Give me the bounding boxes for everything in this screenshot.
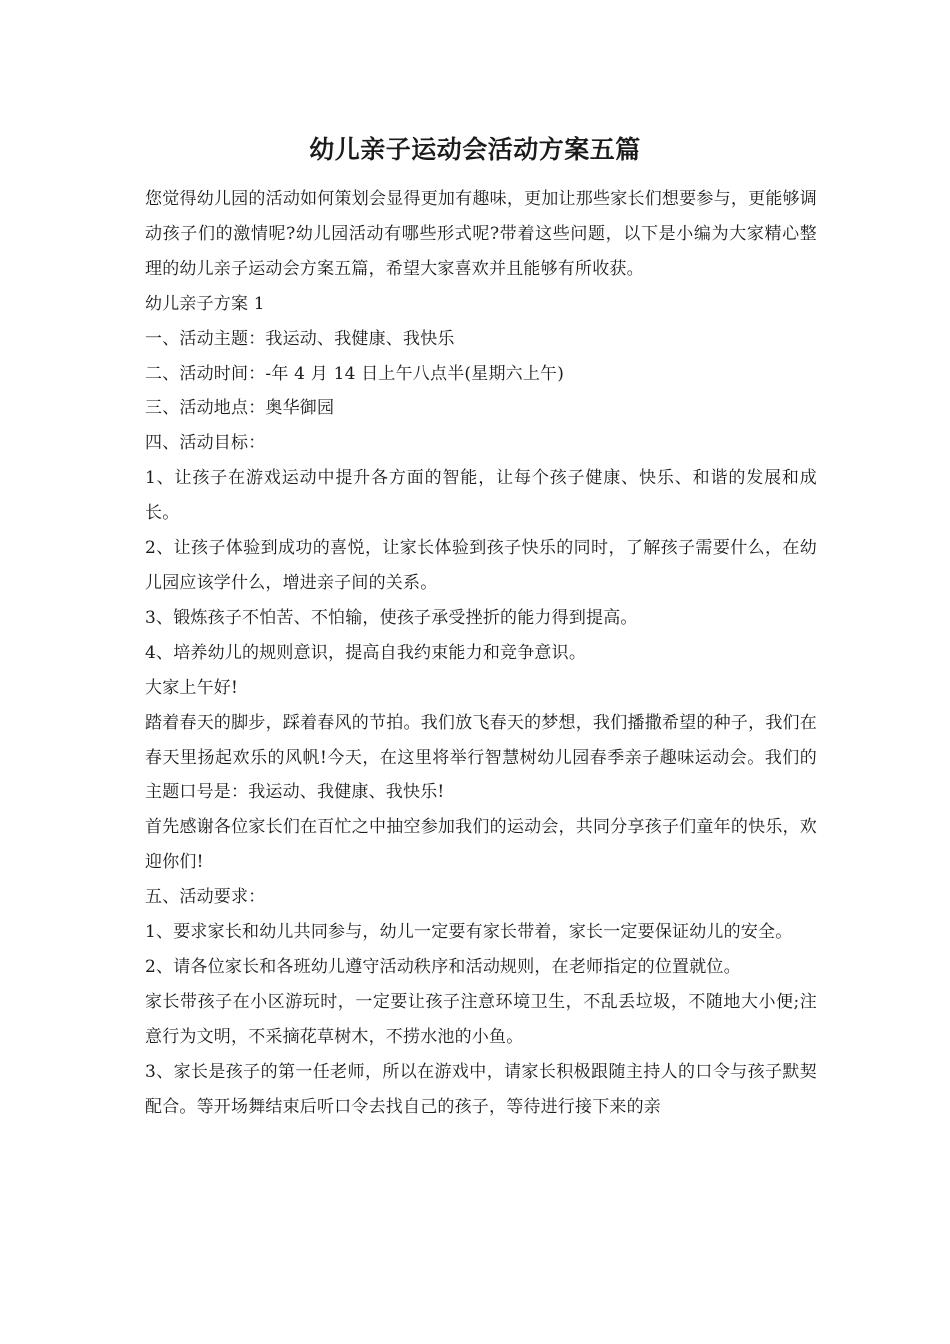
paragraph-requirement-1: 1、要求家长和幼儿共同参与，幼儿一定要有家长带着，家长一定要保证幼儿的安全。 <box>145 922 793 943</box>
paragraph-goals-heading: 四、活动目标： <box>145 433 266 454</box>
paragraph-requirement-3: 3、家长是孩子的第一任老师，所以在游戏中，请家长积极跟随主持人的口令与孩子默契配合。等开场舞结束后听口令去找自己的孩子，等待进行接下来的亲 <box>145 1061 817 1117</box>
paragraph-time: 二、活动时间：-年 4 月 14 日上午八点半(星期六上午) <box>145 363 565 384</box>
paragraph-goal-3: 3、锻炼孩子不怕苦、不怕输，使孩子承受挫折的能力得到提高。 <box>145 607 638 628</box>
paragraph-requirements-heading: 五、活动要求： <box>145 887 266 908</box>
paragraph-intro: 您觉得幼儿园的活动如何策划会显得更加有趣味，更加让那些家长们想要参与，更能够调动孩子们的激情呢?幼儿园活动有哪些形式呢?带着这些问题，以下是小编为大家精心整理的幼儿亲子运动会方案五篇，希望大家喜欢并且能够有所收获。 <box>145 189 817 279</box>
paragraph-location: 三、活动地点：奥华御园 <box>145 398 335 419</box>
paragraph-goal-4: 4、培养幼儿的规则意识，提高自我约束能力和竞争意识。 <box>145 642 587 663</box>
document-body <box>145 182 817 1124</box>
paragraph-community-note: 家长带孩子在小区游玩时，一定要让孩子注意环境卫生，不乱丢垃圾，不随地大小便;注意行为文明，不采摘花草树木，不捞水池的小鱼。 <box>145 991 817 1047</box>
paragraph-thanks: 首先感谢各位家长们在百忙之中抽空参加我们的运动会，共同分享孩子们童年的快乐，欢迎你们! <box>145 817 817 873</box>
paragraph-goal-1: 1、让孩子在游戏运动中提升各方面的智能，让每个孩子健康、快乐、和谐的发展和成长。 <box>145 468 817 524</box>
paragraph-goal-2: 2、让孩子体验到成功的喜悦，让家长体验到孩子快乐的同时，了解孩子需要什么，在幼儿园应该学什么，增进亲子间的关系。 <box>145 538 817 593</box>
paragraph-requirement-2: 2、请各位家长和各班幼儿遵守活动秩序和活动规则，在老师指定的位置就位。 <box>145 956 741 977</box>
paragraph-greeting: 大家上午好! <box>145 677 239 698</box>
paragraph-theme: 一、活动主题：我运动、我健康、我快乐 <box>145 328 455 349</box>
document-title: 幼儿亲子运动会活动方案五篇 <box>309 135 641 164</box>
paragraph-opening-speech: 踏着春天的脚步，踩着春风的节拍。我们放飞春天的梦想，我们播撒希望的种子，我们在春天里扬起欢乐的风帆!今天，在这里将举行智慧树幼儿园春季亲子趣味运动会。我们的主题口号是：我运动、我健康、我快乐! <box>145 712 817 803</box>
paragraph-plan-heading: 幼儿亲子方案 1 <box>145 293 265 314</box>
